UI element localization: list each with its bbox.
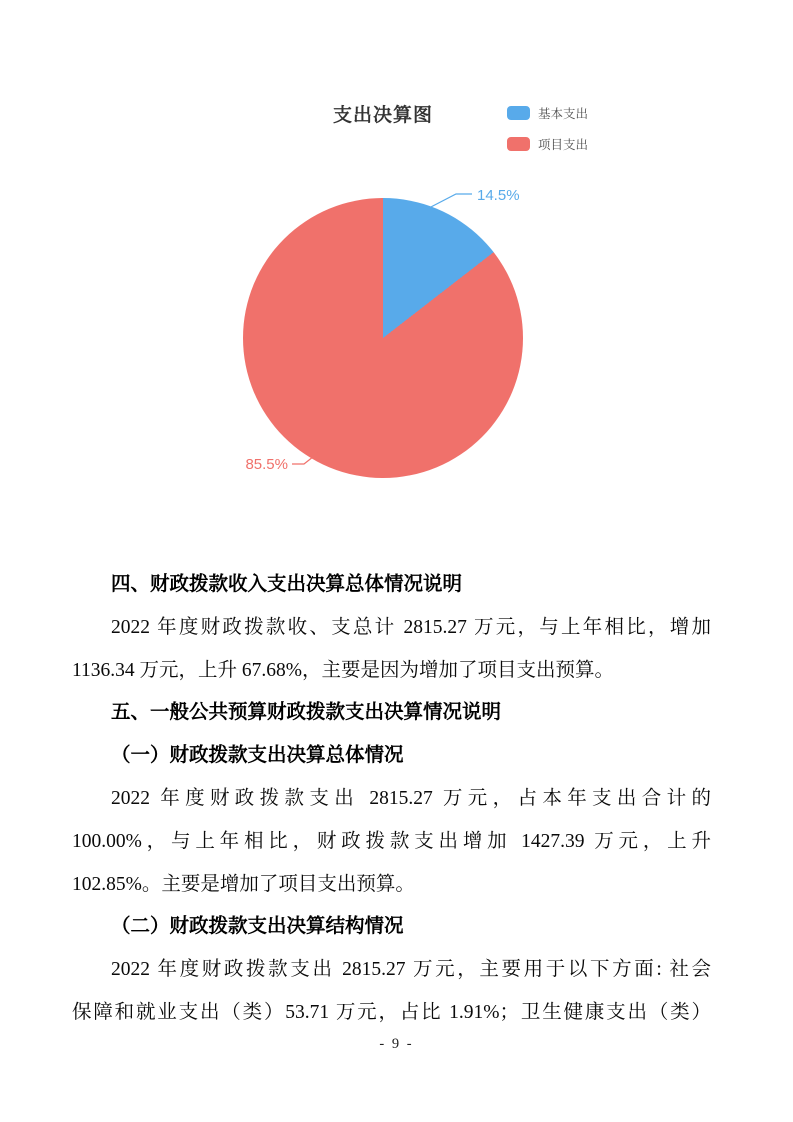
legend-label: 基本支出: [538, 107, 589, 121]
section-heading: 四、财政拨款收入支出决算总体情况说明: [111, 574, 463, 595]
legend-label: 项目支出: [538, 138, 589, 152]
chart-title: 支出决算图: [332, 105, 433, 126]
text-line: 保障和就业支出（类）53.71 万元，占比 1.91%；卫生健康支出（类）: [72, 1001, 711, 1023]
slice-label-basic: 14.5%: [477, 187, 520, 204]
legend-item-project-expenditure: [507, 135, 588, 153]
text-line: 102.85%。主要是增加了项目支出预算。: [72, 873, 415, 895]
legend-item-basic-expenditure: [507, 104, 588, 122]
text-line: 2022 年度财政拨款支出 2815.27 万元，占本年支出合计的: [111, 787, 711, 809]
text-line: 2022 年度财政拨款收、支总计 2815.27 万元，与上年相比，增加: [111, 616, 711, 638]
section-heading: 五、一般公共预算财政拨款支出决算情况说明: [111, 702, 502, 724]
document-body: [72, 564, 711, 1035]
legend-swatch-icon: [507, 106, 530, 120]
slice-label-project: 85.5%: [245, 456, 288, 473]
pie-chart: [243, 198, 523, 478]
text-line: 100.00%，与上年相比，财政拨款支出增加 1427.39 万元，上升: [72, 830, 711, 852]
section-subheading: （二）财政拨款支出决算结构情况: [111, 916, 404, 938]
page-number: - 9 -: [379, 1036, 414, 1052]
section-subheading: （一）财政拨款支出决算总体情况: [111, 745, 404, 767]
legend-swatch-icon: [507, 137, 530, 151]
text-line: 2022 年度财政拨款支出 2815.27 万元，主要用于以下方面: 社会: [111, 959, 711, 981]
expenditure-chart: [0, 0, 793, 560]
chart-legend: [507, 104, 588, 166]
text-line: 1136.34 万元，上升 67.68%，主要是因为增加了项目支出预算。: [72, 659, 615, 681]
